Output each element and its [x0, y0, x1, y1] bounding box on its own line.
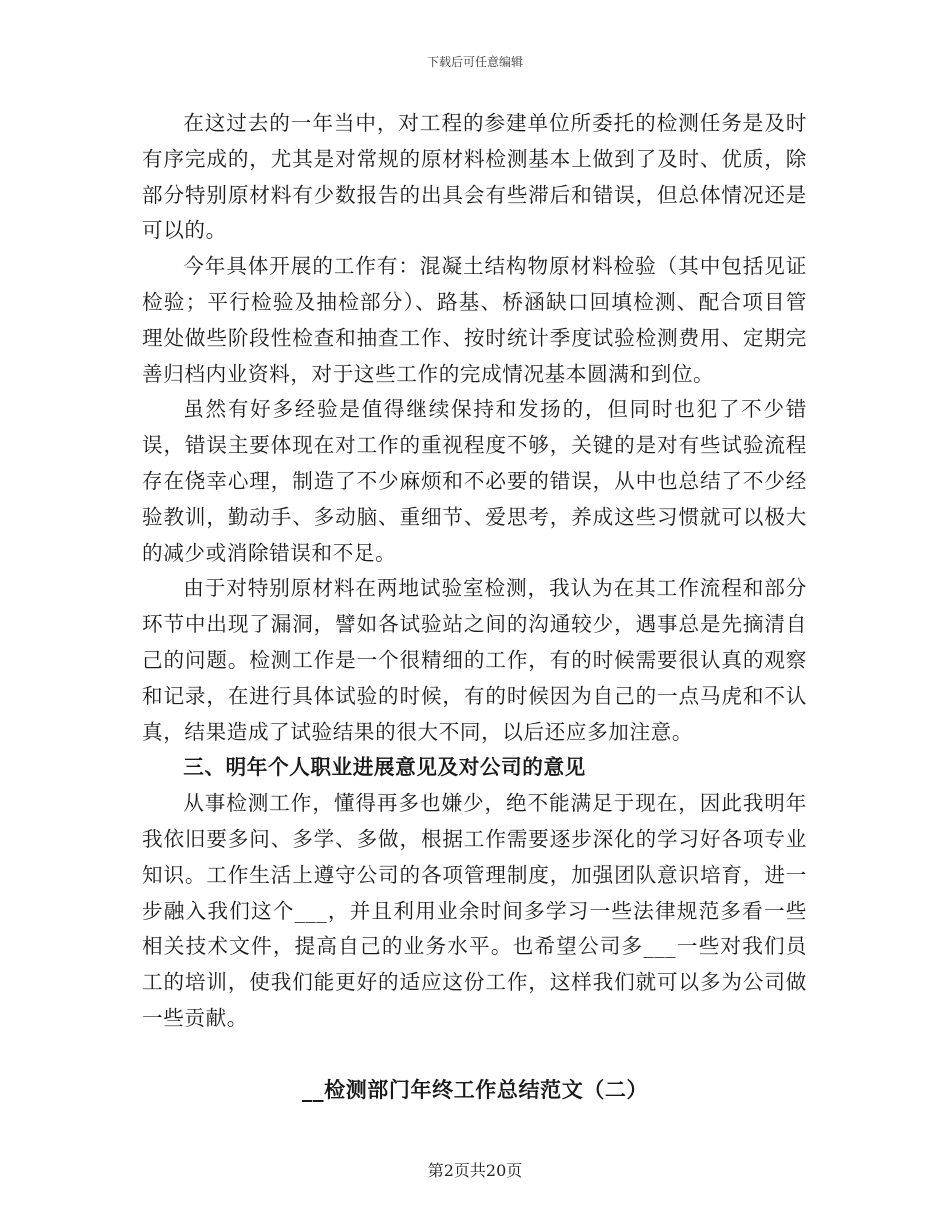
paragraph-2: 今年具体开展的工作有：混凝土结构物原材料检验（其中包括见证检验；平行检验及抽检部分）、路基、桥涵缺口回填检测、配合项目管理处做些阶段性检查和抽查工作、按时统计季度试验检测费用、定期完善归档内业资料，对于这些工作的完成情况基本圆满和到位。	[142, 254, 807, 386]
paragraph-1: 在这过去的一年当中，对工程的参建单位所委托的检测任务是及时有序完成的，尤其是对常规的原材料检测基本上做到了及时、优质，除部分特别原材料有少数报告的出具会有些滞后和错误，但总体情况还是可以的。	[142, 111, 807, 243]
document-title: __检测部门年终工作总结范文（二）	[301, 1077, 649, 1102]
page-number: 第2页共20页	[427, 1161, 523, 1180]
paragraph-5: 从事检测工作，懂得再多也嫌少，绝不能满足于现在，因此我明年我依旧要多问、多学、多做，根据工作需要逐步深化的学习好各项专业知识。工作生活上遵守公司的各项管理制度，加强团队意识培育，进一步融入我们这个___，并且利用业余时间多学习一些法律规范多看一些相关技术文件，提高自己的业务水平。也希望公司多___一些对我们员工的培训，使我们能更好的适应这份工作，这样我们就可以多为公司做一些贡献。	[142, 791, 807, 1030]
document-body	[142, 106, 807, 1037]
paragraph-3: 虽然有好多经验是值得继续保持和发扬的，但同时也犯了不少错误，错误主要体现在对工作的重视程度不够，关键的是对有些试验流程存在侥幸心理，制造了不少麻烦和不必要的错误，从中也总结了不少经验教训，勤动手、多动脑、重细节、爱思考，养成这些习惯就可以极大的减少或消除错误和不足。	[142, 397, 807, 565]
header-note: 下载后可任意编辑	[426, 55, 523, 69]
section-heading: 三、明年个人职业进展意见及对公司的意见	[183, 755, 586, 780]
paragraph-4: 由于对特别原材料在两地试验室检测，我认为在其工作流程和部分环节中出现了漏洞，譬如各试验站之间的沟通较少，遇事总是先摘清自己的问题。检测工作是一个很精细的工作，有的时候需要很认真的观察和记录，在进行具体试验的时候，有的时候因为自己的一点马虎和不认真，结果造成了试验结果的很大不同，以后还应多加注意。	[142, 576, 807, 744]
